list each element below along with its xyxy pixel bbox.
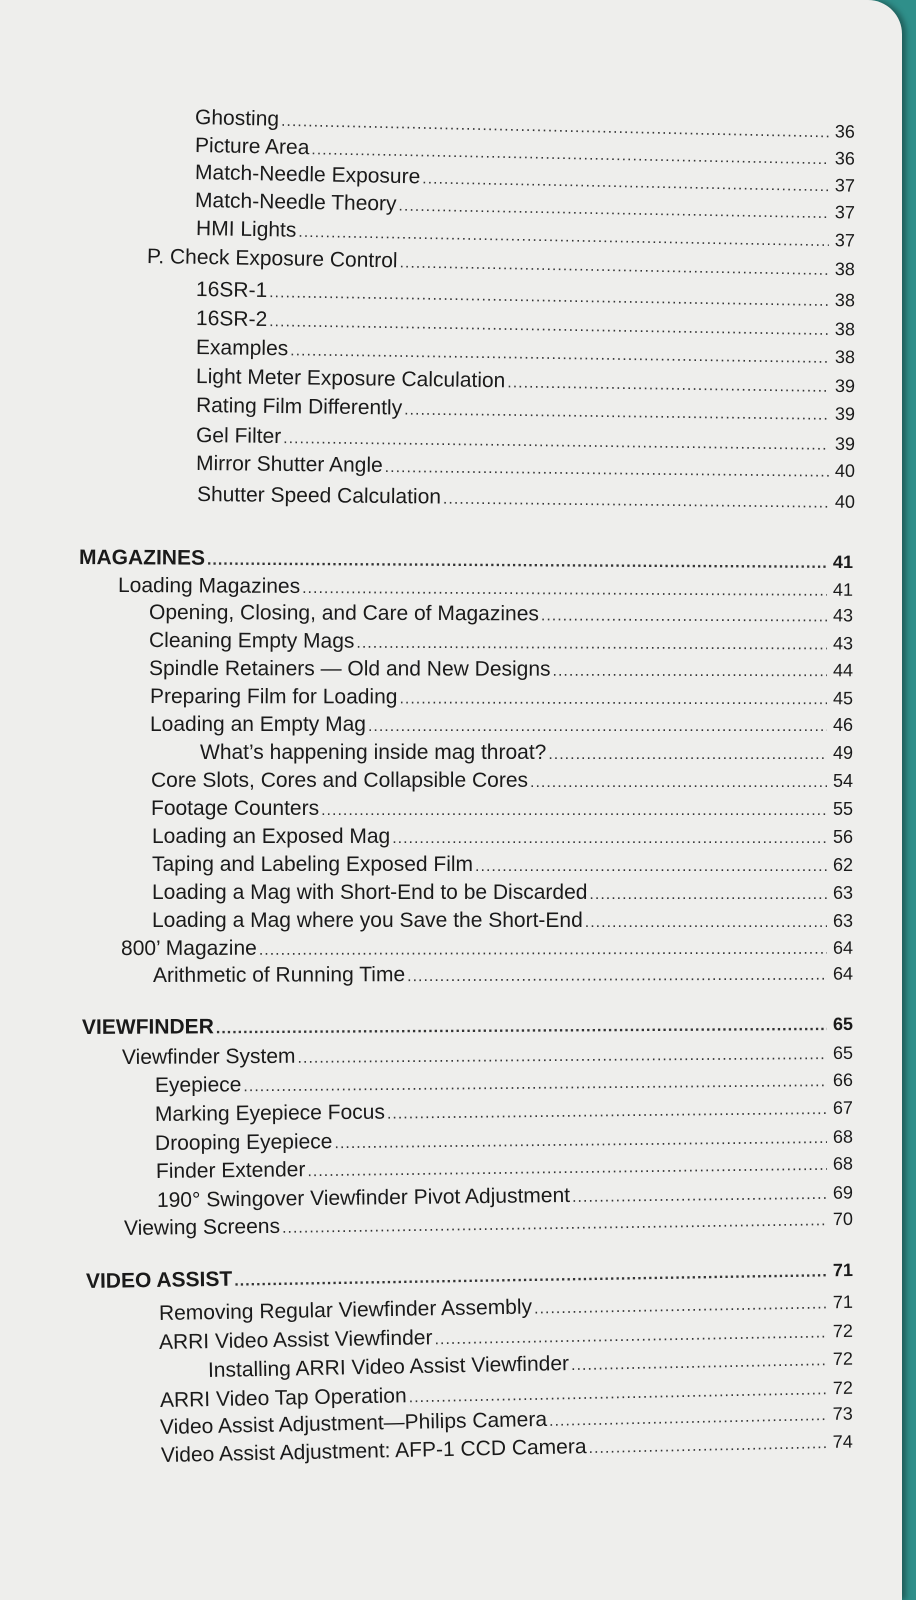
toc-entry-page: 37 bbox=[834, 230, 856, 251]
toc-entry-title: Taping and Labeling Exposed Film bbox=[152, 853, 474, 876]
dot-leader bbox=[404, 399, 829, 428]
toc-entry-loading-magazines bbox=[118, 574, 853, 604]
toc-entry-taping-labeling bbox=[152, 853, 853, 879]
toc-entry-page: 36 bbox=[834, 121, 856, 142]
toc-entry-page: 39 bbox=[834, 403, 856, 425]
toc-entry-page: 38 bbox=[834, 290, 856, 311]
toc-entry-title: Video Assist Adjustment: AFP-1 CCD Camera bbox=[160, 1435, 587, 1467]
dot-leader bbox=[407, 964, 827, 989]
toc-entry-eyepiece bbox=[155, 1068, 853, 1100]
toc-entry-mag-throat bbox=[200, 741, 853, 767]
dot-leader bbox=[507, 371, 829, 399]
toc-entry-page: 39 bbox=[834, 375, 856, 397]
toc-entry-title: ARRI Video Assist Viewfinder bbox=[158, 1326, 433, 1354]
toc-entry-spindle-retainers bbox=[149, 657, 853, 684]
section-heading-page: 65 bbox=[832, 1013, 854, 1035]
toc-entry-title: Light Meter Exposure Calculation bbox=[195, 365, 506, 393]
toc-entry-preparing-film bbox=[150, 685, 853, 712]
toc-entry-title: 16SR-2 bbox=[195, 307, 268, 332]
toc-entry-title: Marking Eyepiece Focus bbox=[154, 1100, 386, 1126]
dot-leader bbox=[290, 339, 829, 371]
dot-leader bbox=[302, 577, 827, 604]
toc-entry-title: Arithmetic of Running Time bbox=[152, 963, 406, 987]
dot-leader bbox=[534, 1292, 827, 1321]
dot-leader bbox=[443, 488, 829, 516]
toc-entry-page: 56 bbox=[832, 827, 853, 847]
dot-leader bbox=[399, 687, 827, 712]
toc-entry-title: ARRI Video Tap Operation bbox=[159, 1384, 407, 1412]
dot-leader bbox=[530, 771, 827, 795]
toc-entry-title: Match-Needle Exposure bbox=[194, 161, 421, 189]
toc-entry-title: Loading Magazines bbox=[117, 574, 301, 598]
toc-entry-page: 46 bbox=[832, 715, 853, 735]
toc-entry-title: What’s happening inside mag throat? bbox=[200, 741, 547, 764]
toc-entry-title: Spindle Retainers — Old and New Designs bbox=[148, 657, 551, 681]
toc-entry-title: Cleaning Empty Mags bbox=[148, 629, 355, 653]
toc-entry-title: Viewfinder System bbox=[121, 1044, 296, 1069]
toc-entry-title: Eyepiece bbox=[154, 1073, 242, 1097]
toc-entry-title: Installing ARRI Video Assist Viewfinder bbox=[207, 1352, 570, 1382]
toc-entry-title: Finder Extender bbox=[155, 1158, 306, 1183]
dot-leader bbox=[475, 855, 827, 879]
toc-entry-page: 66 bbox=[832, 1069, 854, 1091]
dot-leader bbox=[548, 743, 827, 767]
section-heading-page: 41 bbox=[832, 551, 854, 573]
toc-entry-loading-empty-mag bbox=[150, 713, 853, 739]
dot-leader bbox=[571, 1349, 827, 1378]
toc-entry-title: Removing Regular Viewfinder Assembly bbox=[158, 1295, 533, 1325]
toc-entry-title: Loading an Empty Mag bbox=[150, 713, 366, 736]
dot-leader bbox=[216, 1014, 827, 1041]
toc-entry-page: 44 bbox=[832, 660, 854, 681]
toc-entry-footage-counters bbox=[151, 797, 853, 823]
dot-leader bbox=[589, 883, 827, 907]
toc-entry-short-end-discarded bbox=[152, 881, 853, 907]
toc-entry-title: Shutter Speed Calculation bbox=[196, 483, 442, 509]
toc-entry-title: Ghosting bbox=[194, 106, 280, 131]
dot-leader bbox=[399, 251, 829, 282]
dot-leader bbox=[297, 1043, 827, 1071]
dot-leader bbox=[572, 1183, 827, 1210]
toc-entry-page: 38 bbox=[834, 319, 856, 340]
toc-entry-page: 43 bbox=[832, 633, 854, 654]
toc-entry-arithmetic-running-time bbox=[153, 962, 853, 990]
toc-entry-title: P. Check Exposure Control bbox=[146, 245, 398, 273]
dot-leader bbox=[541, 604, 827, 629]
toc-entry-page: 74 bbox=[832, 1431, 854, 1452]
toc-entry-title: 800’ Magazine bbox=[120, 936, 257, 960]
toc-entry-shutter-speed-calculation bbox=[197, 483, 855, 516]
toc-entry-title: Footage Counters bbox=[151, 797, 320, 820]
dot-leader bbox=[588, 1432, 827, 1461]
toc-entry-title: HMI Lights bbox=[195, 217, 297, 242]
toc-entry-title: Rating Film Differently bbox=[195, 394, 403, 420]
toc-entry-cleaning-empty-mags bbox=[149, 629, 853, 657]
toc-entry-page: 38 bbox=[834, 259, 856, 280]
toc-entry-page: 64 bbox=[832, 963, 854, 984]
toc-entry-page: 65 bbox=[832, 1042, 854, 1064]
dot-leader bbox=[282, 1209, 827, 1241]
dot-leader bbox=[243, 1070, 827, 1099]
toc-entry-page: 43 bbox=[832, 605, 854, 626]
dot-leader bbox=[321, 799, 827, 823]
toc-entry-page: 72 bbox=[832, 1348, 854, 1370]
toc-entry-title: Viewing Screens bbox=[123, 1214, 281, 1240]
section-heading-title: VIDEO ASSIST bbox=[85, 1267, 233, 1293]
toc-entry-save-short-end bbox=[152, 909, 853, 935]
toc-entry-page: 40 bbox=[834, 491, 856, 512]
dot-leader bbox=[307, 1154, 827, 1184]
toc-entry-page: 39 bbox=[834, 433, 856, 455]
section-heading-video-assist bbox=[86, 1258, 853, 1296]
toc-entry-page: 73 bbox=[832, 1403, 854, 1424]
toc-entry-title: Video Assist Adjustment—Philips Camera bbox=[159, 1407, 548, 1439]
toc-entry-page: 41 bbox=[832, 579, 854, 600]
toc-entry-title: Preparing Film for Loading bbox=[149, 685, 398, 709]
toc-entry-page: 67 bbox=[832, 1097, 854, 1118]
toc-entry-page: 45 bbox=[832, 688, 854, 709]
toc-entry-title: 16SR-1 bbox=[195, 278, 268, 303]
toc-entry-page: 54 bbox=[832, 771, 853, 791]
toc-entry-page: 71 bbox=[832, 1291, 854, 1313]
section-heading-title: VIEWFINDER bbox=[81, 1015, 214, 1039]
toc-entry-title: Loading an Exposed Mag bbox=[152, 825, 391, 848]
dot-leader bbox=[385, 456, 829, 485]
toc-entry-page: 38 bbox=[834, 346, 856, 368]
toc-entry-page: 62 bbox=[832, 855, 853, 875]
toc-entry-rating-film-differently bbox=[196, 394, 855, 428]
dot-leader bbox=[392, 827, 827, 851]
dot-leader bbox=[387, 1098, 827, 1127]
toc-entry-title: Loading a Mag with Short-End to be Discarded bbox=[152, 881, 588, 904]
toc-entry-page: 72 bbox=[832, 1320, 854, 1342]
section-heading-title: MAGAZINES bbox=[78, 546, 206, 570]
dot-leader bbox=[549, 1404, 827, 1434]
toc-entry-page: 40 bbox=[834, 460, 856, 481]
toc-entry-title: 190° Swingover Viewfinder Pivot Adjustment bbox=[156, 1183, 571, 1212]
dot-leader bbox=[553, 660, 827, 684]
toc-entry-page: 69 bbox=[832, 1182, 854, 1203]
toc-entry-title: Drooping Eyepiece bbox=[154, 1130, 333, 1155]
toc-entry-title: Core Slots, Cores and Collapsible Cores bbox=[151, 769, 529, 792]
toc-entry-page: 68 bbox=[832, 1126, 854, 1147]
toc-entry-page: 49 bbox=[832, 743, 853, 763]
dot-leader bbox=[234, 1260, 827, 1293]
toc-entry-title: Opening, Closing, and Care of Magazines bbox=[148, 601, 539, 626]
toc-entry-page: 37 bbox=[834, 175, 856, 196]
toc-entry-page: 72 bbox=[832, 1377, 854, 1399]
dot-leader bbox=[368, 715, 827, 739]
section-heading-page: 71 bbox=[832, 1259, 854, 1281]
toc-entry-title: Examples bbox=[195, 336, 289, 361]
toc-entry-page: 70 bbox=[832, 1208, 854, 1230]
toc-entry-page: 37 bbox=[834, 202, 856, 223]
dot-leader bbox=[585, 911, 827, 935]
section-heading-viewfinder bbox=[82, 1012, 853, 1042]
toc-entry-page: 68 bbox=[832, 1153, 854, 1174]
toc-entry-viewfinder-system bbox=[122, 1041, 853, 1072]
toc-entry-title: Match-Needle Theory bbox=[194, 189, 397, 216]
dot-leader bbox=[356, 632, 827, 658]
toc-entry-title: Mirror Shutter Angle bbox=[195, 452, 383, 477]
toc-entry-core-slots bbox=[151, 769, 853, 795]
dot-leader bbox=[259, 938, 827, 963]
toc-entry-page: 63 bbox=[832, 883, 853, 903]
toc-entry-opening-closing-care bbox=[149, 601, 853, 629]
toc-entry-title: Gel Filter bbox=[195, 424, 282, 449]
toc-entry-page: 63 bbox=[832, 911, 853, 931]
toc-entry-title: Loading a Mag where you Save the Short-End bbox=[152, 909, 583, 932]
dot-leader bbox=[207, 549, 827, 576]
toc-entry-loading-exposed-mag bbox=[152, 825, 853, 851]
section-heading-magazines bbox=[79, 546, 853, 576]
toc-entry-page: 36 bbox=[834, 148, 856, 169]
toc-entry-mirror-shutter-angle bbox=[196, 452, 855, 485]
toc-entry-title: Picture Area bbox=[194, 134, 310, 160]
toc-entry-page: 55 bbox=[832, 799, 853, 819]
toc-entry-800-magazine bbox=[121, 936, 853, 963]
toc-entry-marking-eyepiece-focus bbox=[155, 1096, 853, 1129]
toc-entry-page: 64 bbox=[832, 937, 854, 958]
